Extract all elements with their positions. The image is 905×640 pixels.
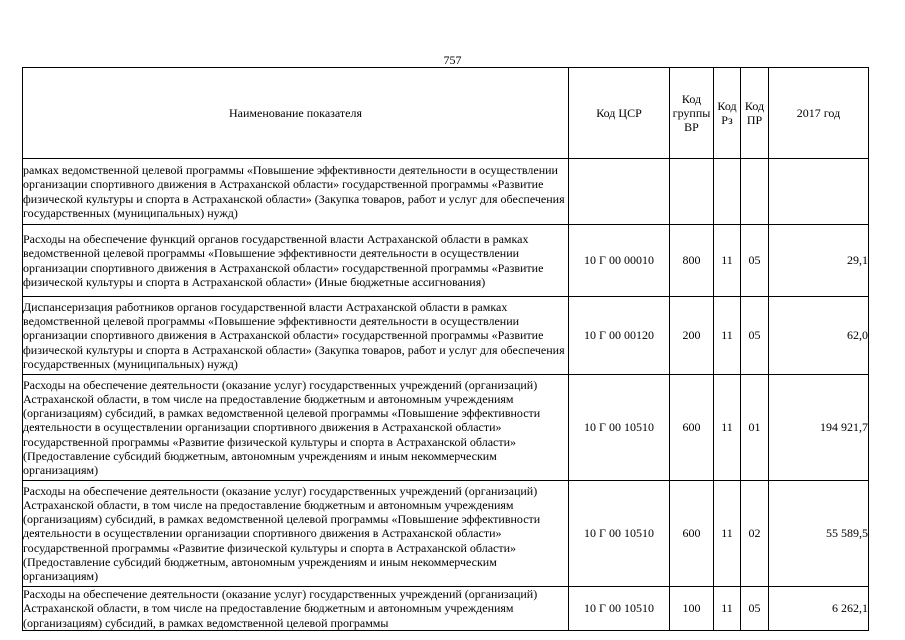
header-csr: Код ЦСР: [569, 68, 670, 159]
row-csr: 10 Г 00 00010: [569, 225, 670, 297]
row-name: Расходы на обеспечение деятельности (оказание услуг) государственных учреждений (организаций) Астраханской области, в том числе на предоставление бюджетным и автономным учреждениям (организациям) субсидий, в рамках ведомственной целевой программы: [23, 587, 569, 631]
row-pr: 05: [741, 297, 769, 375]
row-vr: [670, 159, 714, 225]
row-rz: [714, 159, 741, 225]
row-pr: [741, 159, 769, 225]
row-pr: 05: [741, 587, 769, 631]
header-pr: Код ПР: [741, 68, 769, 159]
row-amount: 55 589,5: [769, 481, 869, 587]
row-name: Расходы на обеспечение функций органов государственной власти Астраханской области в рамках ведомственной целевой программы «Повышение эффективности деятельности в осуществлении организации спортивного движения в Астраханской области» государственной программы «Развитие физической культуры и спорта в Астраханской области» (Иные бюджетные ассигнования): [23, 225, 569, 297]
header-rz: Код Рз: [714, 68, 741, 159]
header-year: 2017 год: [769, 68, 869, 159]
table-row: [23, 375, 869, 481]
row-amount: 29,1: [769, 225, 869, 297]
row-csr: 10 Г 00 10510: [569, 587, 670, 631]
table-row: [23, 225, 869, 297]
row-name: Расходы на обеспечение деятельности (оказание услуг) государственных учреждений (организаций) Астраханской области, в том числе на предоставление бюджетным и автономным учреждениям (организациям) субсидий, в рамках ведомственной целевой программы «Повышение эффективности деятельности в осуществлении организации спортивного движения в Астраханской области» государственной программы «Развитие физической культуры и спорта в Астраханской области» (Предоставление субсидий бюджетным, автономным учреждениям и иным некоммерческим организациям): [23, 481, 569, 587]
row-vr: 100: [670, 587, 714, 631]
row-vr: 200: [670, 297, 714, 375]
row-amount: [769, 159, 869, 225]
row-rz: 11: [714, 587, 741, 631]
page-number: 757: [443, 53, 462, 67]
row-csr: [569, 159, 670, 225]
table-row: [23, 587, 869, 631]
table-row: [23, 159, 869, 225]
row-csr: 10 Г 00 00120: [569, 297, 670, 375]
row-name: рамках ведомственной целевой программы «Повышение эффективности деятельности в осуществлении организации спортивного движения в Астраханской области» государственной программы «Развитие физической культуры и спорта в Астраханской области» (Закупка товаров, работ и услуг для обеспечения государственных (муниципальных) нужд): [23, 159, 569, 225]
header-vr: Код группы ВР: [670, 68, 714, 159]
row-pr: 05: [741, 225, 769, 297]
row-vr: 600: [670, 481, 714, 587]
row-csr: 10 Г 00 10510: [569, 375, 670, 481]
header-name: Наименование показателя: [23, 68, 569, 159]
row-amount: 194 921,7: [769, 375, 869, 481]
table-row: [23, 481, 869, 587]
row-rz: 11: [714, 297, 741, 375]
table-header-row: [23, 68, 869, 159]
row-pr: 02: [741, 481, 769, 587]
row-rz: 11: [714, 375, 741, 481]
table-row: [23, 297, 869, 375]
row-name: Диспансеризация работников органов государственной власти Астраханской области в рамках ведомственной целевой программы «Повышение эффективности деятельности в осуществлении организации спортивного движения в Астраханской области» государственной программы «Развитие физической культуры и спорта в Астраханской области» (Закупка товаров, работ и услуг для обеспечения государственных (муниципальных) нужд): [23, 297, 569, 375]
row-rz: 11: [714, 481, 741, 587]
row-rz: 11: [714, 225, 741, 297]
row-amount: 6 262,1: [769, 587, 869, 631]
row-vr: 800: [670, 225, 714, 297]
row-amount: 62,0: [769, 297, 869, 375]
row-name: Расходы на обеспечение деятельности (оказание услуг) государственных учреждений (организаций) Астраханской области, в том числе на предоставление бюджетным и автономным учреждениям (организациям) субсидий, в рамках ведомственной целевой программы «Повышение эффективности деятельности в осуществлении организации спортивного движения в Астраханской области» государственной программы «Развитие физической культуры и спорта в Астраханской области» (Предоставление субсидий бюджетным, автономным учреждениям и иным некоммерческим организациям): [23, 375, 569, 481]
row-pr: 01: [741, 375, 769, 481]
row-vr: 600: [670, 375, 714, 481]
row-csr: 10 Г 00 10510: [569, 481, 670, 587]
budget-table: [22, 67, 869, 631]
